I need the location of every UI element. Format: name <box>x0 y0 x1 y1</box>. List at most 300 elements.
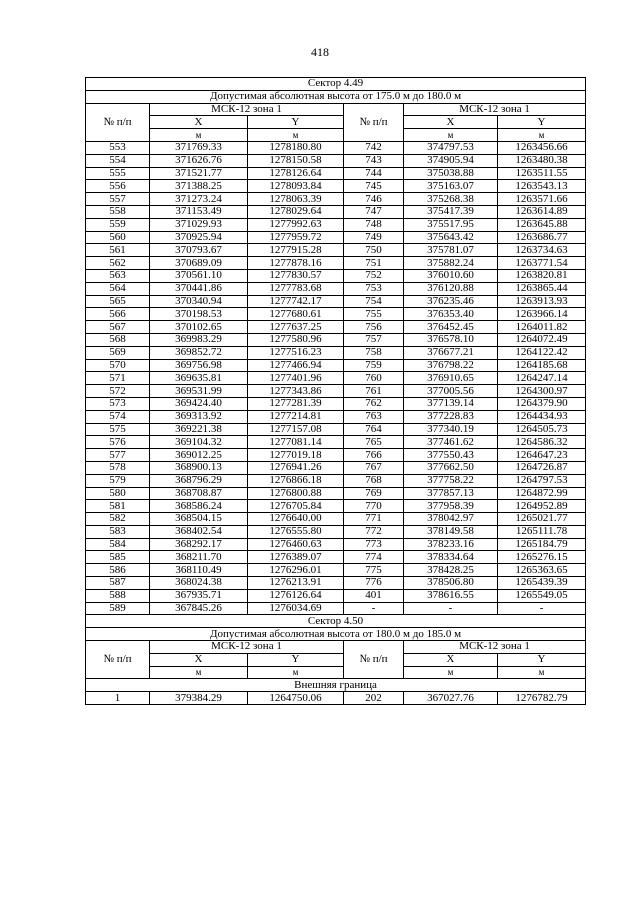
coordinates-table <box>85 77 586 705</box>
point-number: 570 <box>86 359 150 372</box>
table-row <box>86 525 586 538</box>
table-row <box>86 423 586 436</box>
table-row <box>86 321 586 334</box>
table-row <box>86 372 586 385</box>
point-number: 774 <box>344 551 404 564</box>
point-number: 588 <box>86 589 150 602</box>
point-number: 576 <box>86 436 150 449</box>
sector-title: Сектор 4.49 <box>86 78 586 91</box>
x-value: 378428.25 <box>404 564 498 577</box>
point-number: 748 <box>344 218 404 231</box>
point-number: 557 <box>86 193 150 206</box>
unit-row <box>86 666 586 679</box>
point-number: 581 <box>86 500 150 513</box>
coordinate-system-header: МСК-12 зона 1 <box>150 103 344 116</box>
height-range: Допустимая абсолютная высота от 175.0 м до 180.0 м <box>86 90 586 103</box>
x-value: 367935.71 <box>150 589 248 602</box>
x-value: 377228.83 <box>404 410 498 423</box>
point-number: 553 <box>86 141 150 154</box>
point-number: 589 <box>86 602 150 615</box>
x-value: 378616.55 <box>404 589 498 602</box>
column-number-header: № п/п <box>86 641 150 679</box>
x-value: 369424.40 <box>150 397 248 410</box>
y-value: 1278093.84 <box>248 180 344 193</box>
table-row <box>86 218 586 231</box>
table-row <box>86 244 586 257</box>
point-number: 771 <box>344 513 404 526</box>
table-row <box>86 589 586 602</box>
point-number: 768 <box>344 474 404 487</box>
y-value: 1265021.77 <box>498 513 586 526</box>
x-value: 375268.38 <box>404 193 498 206</box>
point-number: 585 <box>86 551 150 564</box>
x-value: 368900.13 <box>150 461 248 474</box>
x-value: 376353.40 <box>404 308 498 321</box>
table-row <box>86 513 586 526</box>
unit-cell: м <box>404 129 498 142</box>
table-row <box>86 449 586 462</box>
y-value: 1263865.44 <box>498 282 586 295</box>
y-value: 1278029.64 <box>248 205 344 218</box>
y-value: 1276941.26 <box>248 461 344 474</box>
y-value: 1264011.82 <box>498 321 586 334</box>
point-number: 763 <box>344 410 404 423</box>
x-value: 378506.80 <box>404 577 498 590</box>
table-row <box>86 487 586 500</box>
x-value: 377550.43 <box>404 449 498 462</box>
y-value: 1265184.79 <box>498 538 586 551</box>
y-value: 1277680.61 <box>248 308 344 321</box>
unit-cell: м <box>404 666 498 679</box>
unit-cell: м <box>150 666 248 679</box>
x-value: 368402.54 <box>150 525 248 538</box>
x-value: 367845.26 <box>150 602 248 615</box>
point-number: 568 <box>86 333 150 346</box>
y-value: 1276866.18 <box>248 474 344 487</box>
point-number: 745 <box>344 180 404 193</box>
point-number: 555 <box>86 167 150 180</box>
table-row <box>86 346 586 359</box>
coordinate-system-header: МСК-12 зона 1 <box>404 103 586 116</box>
x-value: 375163.07 <box>404 180 498 193</box>
y-value: 1263480.38 <box>498 154 586 167</box>
y-value: 1265439.39 <box>498 577 586 590</box>
point-number: 573 <box>86 397 150 410</box>
y-value: 1278150.58 <box>248 154 344 167</box>
x-value: 370925.94 <box>150 231 248 244</box>
point-number: 565 <box>86 295 150 308</box>
y-value: 1277157.08 <box>248 423 344 436</box>
y-value: 1277401.96 <box>248 372 344 385</box>
y-value: 1264750.06 <box>248 692 344 705</box>
x-value: 376910.65 <box>404 372 498 385</box>
x-value: 370441.86 <box>150 282 248 295</box>
point-number: 760 <box>344 372 404 385</box>
table-row <box>86 193 586 206</box>
y-value: 1265363.65 <box>498 564 586 577</box>
y-value: 1277081.14 <box>248 436 344 449</box>
y-value: 1276555.80 <box>248 525 344 538</box>
point-number: 401 <box>344 589 404 602</box>
axis-header-row <box>86 653 586 666</box>
point-number: 574 <box>86 410 150 423</box>
x-value: 368211.70 <box>150 551 248 564</box>
point-number: 554 <box>86 154 150 167</box>
y-value: 1263614.89 <box>498 205 586 218</box>
unit-cell: м <box>150 129 248 142</box>
column-number-header: № п/п <box>344 103 404 141</box>
table-row <box>86 474 586 487</box>
point-number: 584 <box>86 538 150 551</box>
x-value: 377005.56 <box>404 385 498 398</box>
x-value: 376578.10 <box>404 333 498 346</box>
point-number: 753 <box>344 282 404 295</box>
x-value: 369531.99 <box>150 385 248 398</box>
point-number: 755 <box>344 308 404 321</box>
table-row <box>86 333 586 346</box>
point-number: 754 <box>344 295 404 308</box>
point-number: 743 <box>344 154 404 167</box>
y-value: 1265111.78 <box>498 525 586 538</box>
coordinate-system-header: МСК-12 зона 1 <box>404 641 586 654</box>
point-number: 776 <box>344 577 404 590</box>
point-number: 775 <box>344 564 404 577</box>
table-row <box>86 205 586 218</box>
table-row <box>86 602 586 615</box>
point-number: 747 <box>344 205 404 218</box>
x-value: - <box>404 602 498 615</box>
y-header: Y <box>498 116 586 129</box>
x-value: 371626.76 <box>150 154 248 167</box>
y-value: - <box>498 602 586 615</box>
y-value: 1277466.94 <box>248 359 344 372</box>
x-value: 375038.88 <box>404 167 498 180</box>
y-value: 1264300.97 <box>498 385 586 398</box>
point-number: 566 <box>86 308 150 321</box>
point-number: 750 <box>344 244 404 257</box>
table-row <box>86 295 586 308</box>
x-value: 371769.33 <box>150 141 248 154</box>
table-row <box>86 564 586 577</box>
table-row <box>86 692 586 705</box>
x-value: 377662.50 <box>404 461 498 474</box>
x-value: 375417.39 <box>404 205 498 218</box>
point-number: 564 <box>86 282 150 295</box>
y-value: 1276296.01 <box>248 564 344 577</box>
y-value: 1277637.25 <box>248 321 344 334</box>
unit-cell: м <box>498 666 586 679</box>
column-number-header: № п/п <box>86 103 150 141</box>
y-value: 1276389.07 <box>248 551 344 564</box>
x-value: 370340.94 <box>150 295 248 308</box>
table-row <box>86 257 586 270</box>
point-number: 556 <box>86 180 150 193</box>
y-value: 1264872.99 <box>498 487 586 500</box>
boundary-label: Внешняя граница <box>86 679 586 692</box>
point-number: 752 <box>344 269 404 282</box>
sector-title-row <box>86 615 586 628</box>
x-value: 369313.92 <box>150 410 248 423</box>
table-row <box>86 141 586 154</box>
y-value: 1276034.69 <box>248 602 344 615</box>
y-value: 1263571.66 <box>498 193 586 206</box>
y-value: 1264185.68 <box>498 359 586 372</box>
y-value: 1277742.17 <box>248 295 344 308</box>
point-number: 1 <box>86 692 150 705</box>
table-row <box>86 269 586 282</box>
y-value: 1263771.54 <box>498 257 586 270</box>
boundary-row <box>86 679 586 692</box>
y-value: 1263645.88 <box>498 218 586 231</box>
x-header: X <box>404 116 498 129</box>
table-row <box>86 538 586 551</box>
y-value: 1277343.86 <box>248 385 344 398</box>
point-number: 561 <box>86 244 150 257</box>
point-number: 562 <box>86 257 150 270</box>
x-value: 368708.87 <box>150 487 248 500</box>
unit-cell: м <box>498 129 586 142</box>
table-row <box>86 308 586 321</box>
table-row <box>86 180 586 193</box>
y-value: 1264505.73 <box>498 423 586 436</box>
x-header: X <box>404 653 498 666</box>
height-range: Допустимая абсолютная высота от 180.0 м до 185.0 м <box>86 628 586 641</box>
point-number: 572 <box>86 385 150 398</box>
y-value: 1264647.23 <box>498 449 586 462</box>
y-value: 1277878.16 <box>248 257 344 270</box>
point-number: - <box>344 602 404 615</box>
page-number: 418 <box>311 45 329 59</box>
y-value: 1276213.91 <box>248 577 344 590</box>
sector-title: Сектор 4.50 <box>86 615 586 628</box>
x-value: 378149.58 <box>404 525 498 538</box>
point-number: 559 <box>86 218 150 231</box>
table-row <box>86 410 586 423</box>
point-number: 765 <box>344 436 404 449</box>
x-value: 369635.81 <box>150 372 248 385</box>
x-value: 377758.22 <box>404 474 498 487</box>
y-value: 1264122.42 <box>498 346 586 359</box>
point-number: 202 <box>344 692 404 705</box>
y-value: 1264586.32 <box>498 436 586 449</box>
y-value: 1263456.66 <box>498 141 586 154</box>
point-number: 770 <box>344 500 404 513</box>
y-value: 1263686.77 <box>498 231 586 244</box>
y-value: 1276705.84 <box>248 500 344 513</box>
x-value: 378334.64 <box>404 551 498 564</box>
x-value: 379384.29 <box>150 692 248 705</box>
column-number-header: № п/п <box>344 641 404 679</box>
point-number: 575 <box>86 423 150 436</box>
header-row <box>86 103 586 116</box>
point-number: 764 <box>344 423 404 436</box>
coordinate-system-header: МСК-12 зона 1 <box>150 641 344 654</box>
y-value: 1263734.63 <box>498 244 586 257</box>
x-value: 371273.24 <box>150 193 248 206</box>
y-header: Y <box>248 116 344 129</box>
x-value: 368504.15 <box>150 513 248 526</box>
point-number: 773 <box>344 538 404 551</box>
x-value: 368586.24 <box>150 500 248 513</box>
point-number: 762 <box>344 397 404 410</box>
table-row <box>86 154 586 167</box>
y-value: 1277580.96 <box>248 333 344 346</box>
table-row <box>86 231 586 244</box>
y-value: 1264379.90 <box>498 397 586 410</box>
x-value: 376677.21 <box>404 346 498 359</box>
point-number: 746 <box>344 193 404 206</box>
point-number: 583 <box>86 525 150 538</box>
x-value: 369983.29 <box>150 333 248 346</box>
x-value: 369756.98 <box>150 359 248 372</box>
header-row <box>86 641 586 654</box>
y-value: 1264797.53 <box>498 474 586 487</box>
point-number: 758 <box>344 346 404 359</box>
y-value: 1263966.14 <box>498 308 586 321</box>
y-value: 1277915.28 <box>248 244 344 257</box>
x-value: 369852.72 <box>150 346 248 359</box>
unit-cell: м <box>248 666 344 679</box>
point-number: 744 <box>344 167 404 180</box>
x-value: 371388.25 <box>150 180 248 193</box>
point-number: 587 <box>86 577 150 590</box>
point-number: 759 <box>344 359 404 372</box>
y-value: 1276800.88 <box>248 487 344 500</box>
x-value: 377139.14 <box>404 397 498 410</box>
point-number: 751 <box>344 257 404 270</box>
height-range-row <box>86 628 586 641</box>
table-row <box>86 359 586 372</box>
x-value: 377461.62 <box>404 436 498 449</box>
y-value: 1263820.81 <box>498 269 586 282</box>
x-value: 368024.38 <box>150 577 248 590</box>
y-value: 1277214.81 <box>248 410 344 423</box>
point-number: 563 <box>86 269 150 282</box>
x-value: 376010.60 <box>404 269 498 282</box>
x-value: 376235.46 <box>404 295 498 308</box>
point-number: 578 <box>86 461 150 474</box>
x-value: 374905.94 <box>404 154 498 167</box>
y-value: 1277959.72 <box>248 231 344 244</box>
y-value: 1265549.05 <box>498 589 586 602</box>
y-value: 1277783.68 <box>248 282 344 295</box>
table-row <box>86 282 586 295</box>
table-row <box>86 461 586 474</box>
y-value: 1278180.80 <box>248 141 344 154</box>
y-value: 1264952.89 <box>498 500 586 513</box>
point-number: 767 <box>344 461 404 474</box>
point-number: 772 <box>344 525 404 538</box>
y-value: 1263511.55 <box>498 167 586 180</box>
unit-row <box>86 129 586 142</box>
sector-title-row <box>86 78 586 91</box>
point-number: 558 <box>86 205 150 218</box>
x-value: 375517.95 <box>404 218 498 231</box>
y-value: 1277992.63 <box>248 218 344 231</box>
point-number: 560 <box>86 231 150 244</box>
y-value: 1264247.14 <box>498 372 586 385</box>
x-value: 368110.49 <box>150 564 248 577</box>
x-value: 370198.53 <box>150 308 248 321</box>
y-value: 1278063.39 <box>248 193 344 206</box>
y-value: 1278126.64 <box>248 167 344 180</box>
x-header: X <box>150 653 248 666</box>
table-row <box>86 577 586 590</box>
table-row <box>86 551 586 564</box>
point-number: 580 <box>86 487 150 500</box>
x-value: 369104.32 <box>150 436 248 449</box>
point-number: 586 <box>86 564 150 577</box>
x-value: 374797.53 <box>404 141 498 154</box>
y-value: 1277516.23 <box>248 346 344 359</box>
table-row <box>86 167 586 180</box>
point-number: 567 <box>86 321 150 334</box>
y-header: Y <box>498 653 586 666</box>
x-value: 378042.97 <box>404 513 498 526</box>
point-number: 577 <box>86 449 150 462</box>
unit-cell: м <box>248 129 344 142</box>
x-value: 368292.17 <box>150 538 248 551</box>
x-value: 371153.49 <box>150 205 248 218</box>
point-number: 749 <box>344 231 404 244</box>
point-number: 766 <box>344 449 404 462</box>
y-value: 1264072.49 <box>498 333 586 346</box>
x-value: 377340.19 <box>404 423 498 436</box>
x-value: 371521.77 <box>150 167 248 180</box>
x-value: 376798.22 <box>404 359 498 372</box>
point-number: 742 <box>344 141 404 154</box>
point-number: 757 <box>344 333 404 346</box>
x-value: 367027.76 <box>404 692 498 705</box>
x-value: 371029.93 <box>150 218 248 231</box>
point-number: 769 <box>344 487 404 500</box>
x-value: 376452.45 <box>404 321 498 334</box>
table-row <box>86 436 586 449</box>
point-number: 582 <box>86 513 150 526</box>
point-number: 579 <box>86 474 150 487</box>
y-value: 1264434.93 <box>498 410 586 423</box>
x-value: 369012.25 <box>150 449 248 462</box>
x-value: 369221.38 <box>150 423 248 436</box>
y-value: 1263543.13 <box>498 180 586 193</box>
point-number: 569 <box>86 346 150 359</box>
axis-header-row <box>86 116 586 129</box>
height-range-row <box>86 90 586 103</box>
x-value: 370561.10 <box>150 269 248 282</box>
x-value: 375882.24 <box>404 257 498 270</box>
y-value: 1263913.93 <box>498 295 586 308</box>
x-value: 376120.88 <box>404 282 498 295</box>
table-row <box>86 385 586 398</box>
y-value: 1265276.15 <box>498 551 586 564</box>
x-value: 375781.07 <box>404 244 498 257</box>
point-number: 756 <box>344 321 404 334</box>
x-value: 377857.13 <box>404 487 498 500</box>
y-value: 1276782.79 <box>498 692 586 705</box>
y-value: 1277830.57 <box>248 269 344 282</box>
x-value: 368796.29 <box>150 474 248 487</box>
x-value: 370102.65 <box>150 321 248 334</box>
y-value: 1277281.39 <box>248 397 344 410</box>
x-value: 370793.67 <box>150 244 248 257</box>
y-value: 1276126.64 <box>248 589 344 602</box>
x-header: X <box>150 116 248 129</box>
y-value: 1276640.00 <box>248 513 344 526</box>
y-header: Y <box>248 653 344 666</box>
y-value: 1264726.87 <box>498 461 586 474</box>
y-value: 1277019.18 <box>248 449 344 462</box>
table-row <box>86 397 586 410</box>
